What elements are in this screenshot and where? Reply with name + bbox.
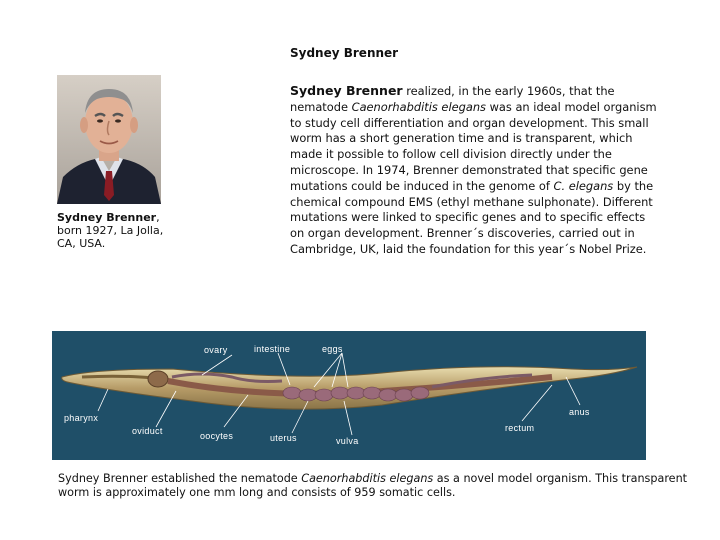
label-anus: anus [569, 407, 590, 417]
label-intestine: intestine [254, 344, 291, 354]
biography-lead-name: Sydney Brenner [290, 83, 403, 98]
label-oocytes: oocytes [200, 431, 234, 441]
page-title: Sydney Brenner [290, 46, 399, 60]
label-pharynx: pharynx [64, 413, 99, 423]
caption-name: Sydney Brenner [57, 211, 157, 224]
label-ovary: ovary [204, 345, 228, 355]
worm-anatomy-diagram [52, 331, 646, 460]
biography-text-3: by the chemical compound EMS (ethyl methane sulphonate). Different mutations were linked to specific genes and to specific effects on organ development. Brenner´s discoveries, carried out in Cambridge, UK, laid the foundation for this year´s Nobel Prize. [290, 178, 654, 256]
caption-details: , born 1927, La Jolla, CA, USA. [57, 211, 164, 250]
biography-text-2: was an ideal model organism to study cell differentiation and organ development. This small worm has a short generation time and is transparent, which made it possible to follow cell division directly under the microscope. In 1974, Brenner demonstrated that specific gene mutations could be induced in the genome of [290, 99, 657, 193]
portrait-photo [57, 75, 161, 204]
caption-text-2: as a novel model organism. This transparent worm is approximately one mm long and consists of 959 somatic cells. [58, 472, 688, 499]
label-vulva: vulva [336, 436, 359, 446]
label-rectum: rectum [505, 423, 535, 433]
caption-text-1: Sydney Brenner established the nematode [58, 472, 302, 485]
label-eggs: eggs [322, 344, 343, 354]
biography-text-1: realized, in the early 1960s, that the nematode [290, 84, 615, 114]
diagram-caption [58, 472, 698, 499]
portrait-illustration [57, 75, 161, 204]
label-oviduct: oviduct [132, 426, 163, 436]
portrait-caption [57, 211, 167, 250]
species-name-2: C. elegans [553, 178, 614, 193]
label-uterus: uterus [270, 433, 297, 443]
biography-paragraph [290, 83, 662, 258]
caption-species-name: Caenorhabditis elegans [301, 472, 434, 485]
species-name-1: Caenorhabditis elegans [351, 99, 486, 114]
